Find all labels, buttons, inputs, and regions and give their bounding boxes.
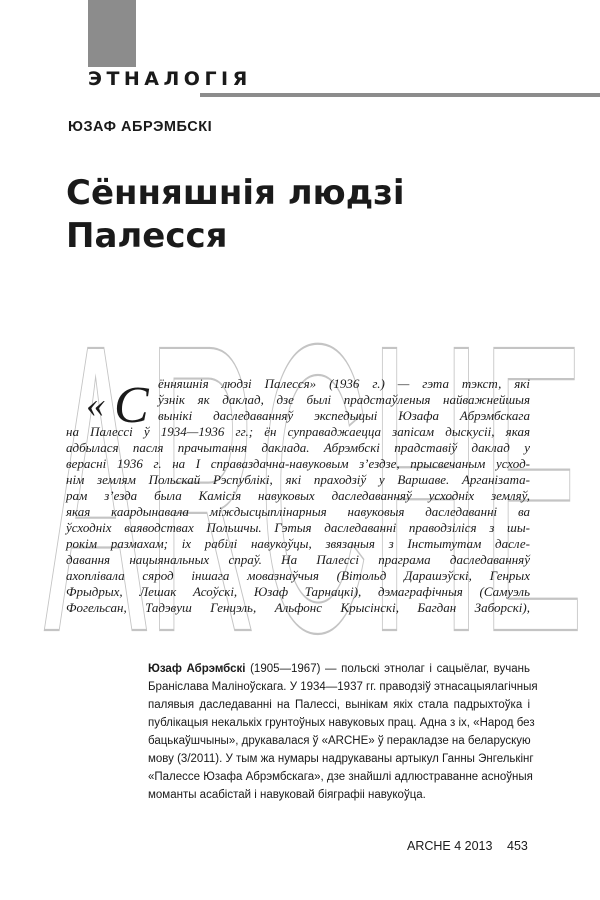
section-color-tab <box>88 0 136 67</box>
intro-line: ахоплівала сярод іншага мовазнаўчыя (Вітольд Дарашэўскі, Генрых <box>66 568 530 583</box>
intro-line: вынікі даследаванняў экспедыцыі Юзафа Абрэмбскага <box>158 408 530 423</box>
author-bio <box>148 660 538 804</box>
intro-line: якая каардынавала міждысцыплінарныя навуковыя даследаванні ва <box>66 504 530 519</box>
bio-line: бацькаўшчыны», друкавалася ў «ARCHE» ў перакладзе на беларускую <box>148 735 531 747</box>
section-rule <box>200 93 600 97</box>
intro-line: ўзнік як даклад, дзе былі прадстаўленыя найважнейшыя <box>158 392 530 407</box>
intro-line: Фогельсан, Тадэвуш Генцэль, Альфонс Крысінскі, Багдан Заборскі), <box>66 600 530 615</box>
bio-line: мову (3/2011). У тым жа нумары надрукаваны артыкул Ганны Энгелькінг <box>148 753 534 765</box>
intro-open-quote: « <box>86 384 105 426</box>
watermark-text: ARCHE <box>44 259 584 660</box>
bio-line: «Палессе Юзафа Абрэмбскага», дзе знайшлі адлюстраванне асноўныя <box>148 771 533 783</box>
bio-line: моманты асабістай і навуковай біяграфіі навукоўца. <box>148 789 426 801</box>
intro-line: верасні 1936 г. на I справаздачна-навуковым з’ездзе, прысвечаным усход- <box>66 456 530 471</box>
section-label: ЭТНАЛОГІЯ <box>88 68 252 90</box>
title-line-2: Палесся <box>66 216 228 256</box>
bio-line: публікацыя некалькіх грунтоўных навуковых прац. Адна з іх, «Народ без <box>148 717 535 729</box>
bio-author-name: Юзаф Абрэмбскі <box>148 663 246 675</box>
footer-journal: ARCHE 4 2013 <box>407 839 493 853</box>
intro-line: рам з’езда была Камісія навуковых даследаванняў усходніх земляў, <box>66 488 530 503</box>
intro-line: рокім размахам; іх рабілі навукоўцы, звязаныя з Інстытутам дасле- <box>66 536 530 551</box>
bio-line: Браніслава Маліноўскага. У 1934—1937 гг. праводзіў этнасацыялагічныя <box>148 681 538 693</box>
title-line-1: Сённяшнія людзі <box>66 173 405 213</box>
intro-line: давання нацыянальных спраў. На Палессі праграма даследаванняў <box>66 552 530 567</box>
intro-line: ўсходніх ваяводствах Польшчы. Гэтыя даследаванні праводзіліся з шы- <box>66 520 530 535</box>
intro-drop-cap: С <box>114 377 149 434</box>
intro-line: адбылася пасля прачытання даклада. Абрэмбскі прадставіў даклад у <box>66 440 530 455</box>
page-number: 453 <box>507 839 528 853</box>
bio-first-line-text: (1905—1967) — польскі этнолаг і сацыёлаг, вучань <box>245 663 531 675</box>
intro-line: нім землям Польскай Рэспублікі, які праходзіў у Варшаве. Арганізата- <box>66 472 530 487</box>
intro-line: Фрыдрых, Лешак Асоўскі, Юзаф Тарнацкі), дэмаграфічныя (Самуэль <box>66 584 530 599</box>
article-title <box>66 172 405 258</box>
intro-line: на Палессі ў 1934—1936 гг.; ён суправаджаецца запісам дыскусіі, якая <box>66 424 530 439</box>
bio-line: палявыя даследаванні на Палессі, вынікам якіх стала падрыхтоўка і <box>148 699 530 711</box>
bio-line <box>148 660 530 678</box>
intro-line: ённяшнія людзі Палесся» (1936 г.) — гэта тэкст, які <box>158 376 530 391</box>
intro-paragraph <box>66 376 530 616</box>
author-heading: ЮЗАФ АБРЭМБСКІ <box>68 119 213 135</box>
